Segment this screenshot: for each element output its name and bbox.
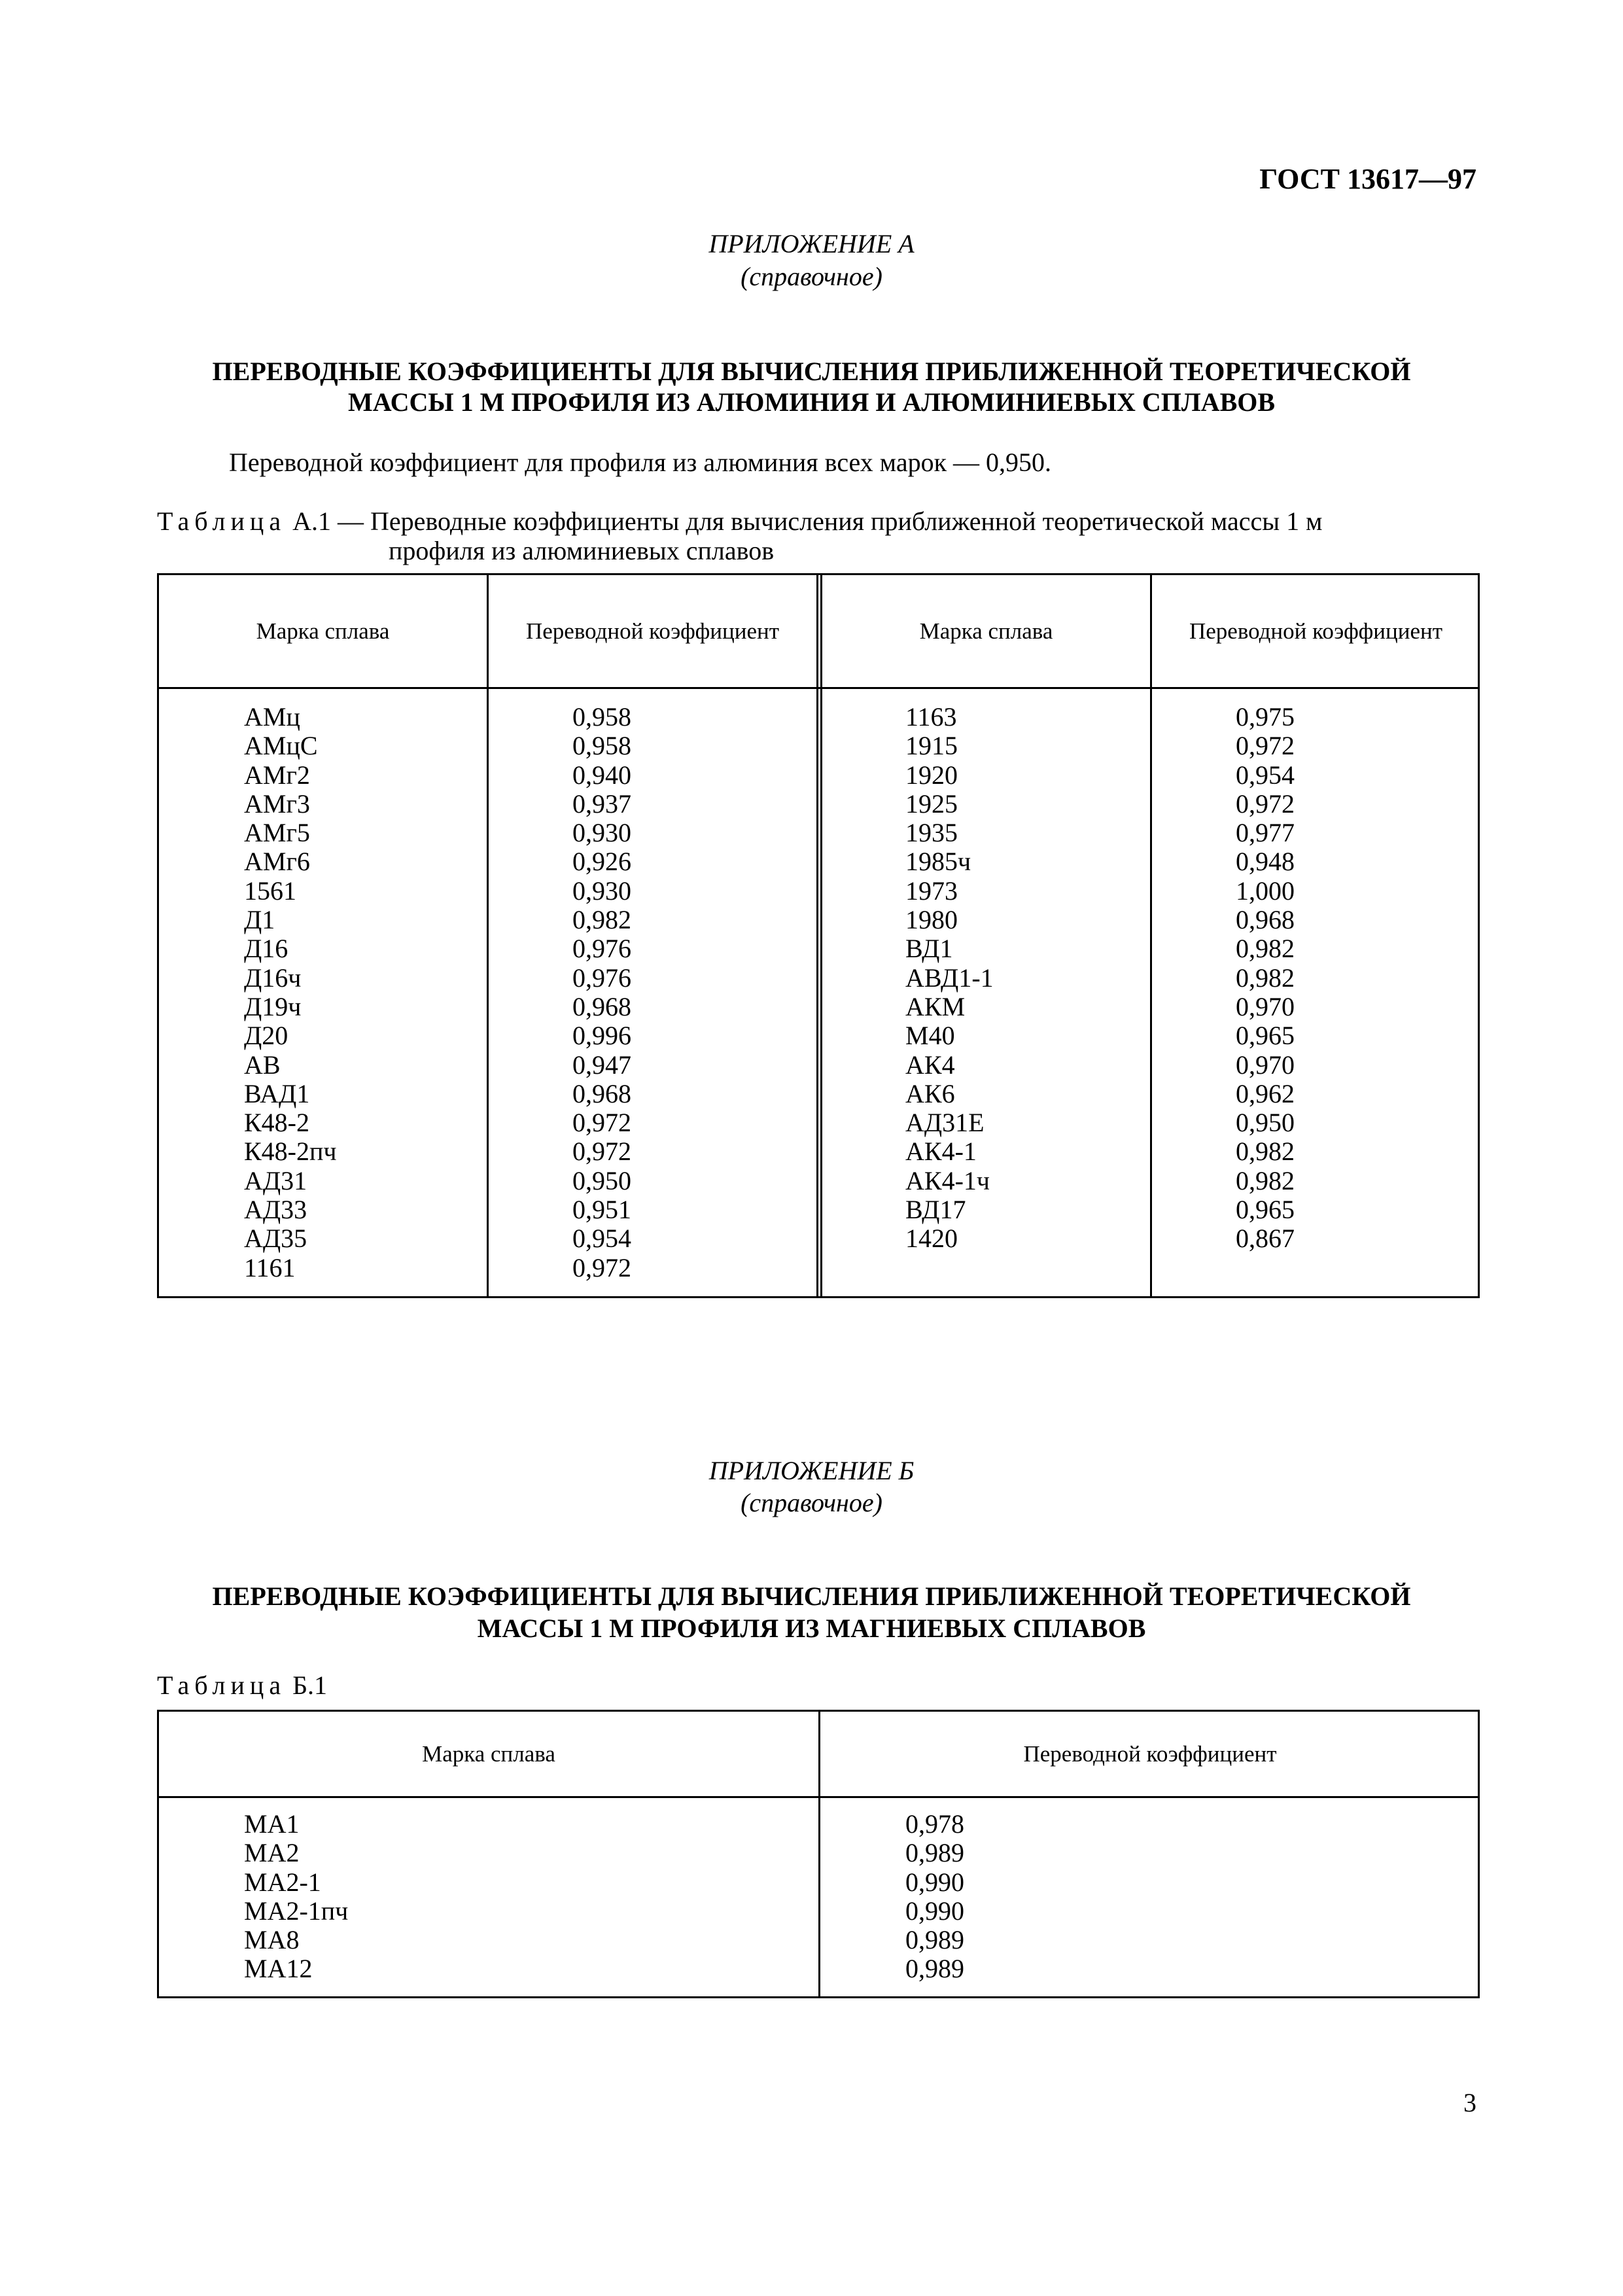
table-b1-coeff-cell: 0,989 [905,1925,964,1955]
table-a1-coeff-cell: 0,982 [1236,1137,1295,1167]
table-a1-header-grade-left: Марка сплава [256,618,390,644]
appendix-b-title-line2: МАССЫ 1 М ПРОФИЛЯ ИЗ МАГНИЕВЫХ СПЛАВОВ [477,1614,1146,1643]
table-a1-label: Таблица [157,506,287,536]
table-b1-grade-cell: МА2-1пч [244,1896,349,1926]
table-a1-coeff-cell: 0,968 [572,1078,631,1108]
table-a1-grade-cell: 1980 [905,905,958,935]
table-b1-grade-cell: МА2 [244,1838,300,1868]
table-b1-number: Б.1 [292,1670,328,1700]
table-a1-coeff-cell: 0,982 [1236,1165,1295,1195]
table-b1-coeff-cell: 0,978 [905,1809,964,1839]
table-a1-coeff-cell: 0,982 [1236,934,1295,964]
table-b1-coeff-cell: 0,989 [905,1954,964,1984]
table-a1-coeff-cell: 0,968 [572,991,631,1021]
table-b1-grade-cell: МА8 [244,1925,300,1955]
table-b1-header-grade: Марка сплава [422,1740,555,1767]
table-a1-coeff-cell: 0,948 [1236,847,1295,877]
table-a1-coeff-cell: 0,976 [572,934,631,964]
table-a1-grade-cell: АВ [244,1050,281,1080]
table-b1-grade-cell: МА2-1 [244,1867,321,1897]
table-a1-caption [157,507,1322,536]
table-a1-coeff-cell: 0,982 [572,905,631,935]
table-a1-grade-cell: 1985ч [905,847,971,877]
table-a1-grade-cell: АКМ [905,991,966,1021]
table-a1-coeffs-right [1236,703,1295,1254]
table-a1-coeff-cell: 0,930 [572,818,631,848]
table-a1-grade-cell: 1935 [905,818,958,848]
appendix-a-title-line1: ПЕРЕВОДНЫЕ КОЭФФИЦИЕНТЫ ДЛЯ ВЫЧИСЛЕНИЯ ПРИБЛИЖЕННОЙ ТЕОРЕТИЧЕСКОЙ [212,357,1411,386]
table-a1-grade-cell: Д16ч [244,963,302,993]
table-a1-grade-cell: К48-2 [244,1108,309,1138]
table-a1-coeff-cell: 0,970 [1236,1050,1295,1080]
table-a1-grade-cell: К48-2пч [244,1137,337,1167]
table-a1-grade-cell: АК4-1 [905,1137,977,1167]
table-b1-header-coeff: Переводной коэффициент [1023,1740,1277,1767]
table-b1-caption [157,1671,327,1700]
table-a1-grade-cell: АМг3 [244,788,310,819]
table-a1-coeff-cell: 0,977 [1236,818,1295,848]
table-a1-grade-cell: АД33 [244,1195,307,1225]
table-a1-grade-cell: АК4-1ч [905,1165,990,1195]
table-a1-coeff-cell: 0,950 [1236,1108,1295,1138]
table-a1-coeff-cell: 0,958 [572,731,631,761]
table-a1-grade-cell: 1920 [905,760,958,790]
table-b1 [157,1710,1480,1998]
table-a1-coeff-cell: 0,976 [572,963,631,993]
appendix-b-label: ПРИЛОЖЕНИЕ Б [708,1456,915,1485]
table-a1-grade-cell: 1561 [244,875,296,906]
appendix-a-label: ПРИЛОЖЕНИЕ А [708,229,915,258]
table-a1-grade-cell: ВД17 [905,1195,966,1225]
table-b1-coeff-cell: 0,990 [905,1896,964,1926]
table-a1-coeff-cell: 0,972 [572,1252,631,1282]
table-a1-coeff-cell: 0,947 [572,1050,631,1080]
table-a1-grade-cell: Д20 [244,1021,288,1051]
table-b1-label: Таблица [157,1670,287,1700]
table-a1-coeff-cell: 0,972 [1236,731,1295,761]
table-a1-grade-cell: 1420 [905,1224,958,1254]
table-a1-coeff-cell: 0,951 [572,1195,631,1225]
table-a1-grade-cell: 1925 [905,788,958,819]
table-a1-coeff-cell: 0,975 [1236,702,1295,732]
table-a1-grade-cell: АД31 [244,1165,307,1195]
table-a1-coeff-cell: 0,940 [572,760,631,790]
table-b1-grade-cell: МА12 [244,1954,313,1984]
table-a1-grade-cell: Д16 [244,934,288,964]
table-a1-grade-cell: 1915 [905,731,958,761]
document-code: ГОСТ 13617—97 [1259,163,1476,195]
page-number: 3 [1463,2088,1476,2117]
table-a1-coeff-cell: 0,954 [572,1224,631,1254]
table-a1-coeff-cell: 0,970 [1236,991,1295,1021]
table-b1-coeff-cell: 0,990 [905,1867,964,1897]
table-a1-grades-left [244,703,337,1282]
table-a1-grade-cell: АМцС [244,731,318,761]
table-a1-header-grade-right: Марка сплава [919,618,1053,644]
table-a1-grade-cell: АМг5 [244,818,310,848]
table-a1-grade-cell: М40 [905,1021,955,1051]
table-a1-coeff-cell: 0,996 [572,1021,631,1051]
table-a1-grade-cell: АД31Е [905,1108,985,1138]
table-a1-grade-cell: ВД1 [905,934,953,964]
table-a1-header-coeff-left: Переводной коэффициент [525,618,780,644]
table-a1-coeff-cell: 0,930 [572,875,631,906]
table-a1-grade-cell: 1973 [905,875,958,906]
table-a1-grade-cell: АМг2 [244,760,310,790]
appendix-a-title-line2: МАССЫ 1 М ПРОФИЛЯ ИЗ АЛЮМИНИЯ И АЛЮМИНИЕВЫХ СПЛАВОВ [347,387,1276,417]
appendix-b-title-line1: ПЕРЕВОДНЫЕ КОЭФФИЦИЕНТЫ ДЛЯ ВЫЧИСЛЕНИЯ ПРИБЛИЖЕННОЙ ТЕОРЕТИЧЕСКОЙ [212,1581,1411,1611]
table-a1-grade-cell: 1163 [905,702,957,732]
table-a1-coeff-cell: 0,972 [572,1108,631,1138]
table-a1-coeff-cell: 0,958 [572,702,631,732]
table-a1-header-coeff-right: Переводной коэффициент [1189,618,1443,644]
table-b1-coeffs [905,1810,964,1984]
table-a1-grades-right [905,703,994,1254]
table-a1-coeff-cell: 0,926 [572,847,631,877]
table-a1-coeff-cell: 0,867 [1236,1224,1295,1254]
table-a1 [157,573,1480,1298]
table-a1-coeff-cell: 0,972 [1236,788,1295,819]
table-b1-grades [244,1810,348,1984]
table-b1-coeff-cell: 0,989 [905,1838,964,1868]
table-a1-coeff-cell: 0,962 [1236,1078,1295,1108]
appendix-a-type: (справочное) [741,262,882,291]
appendix-b-type: (справочное) [741,1488,882,1517]
table-a1-coeff-cell: 0,968 [1236,905,1295,935]
table-a1-coeff-cell: 0,954 [1236,760,1295,790]
appendix-a-paragraph: Переводной коэффициент для профиля из алюминия всех марок — 0,950. [229,448,1052,477]
table-a1-coeff-cell: 0,950 [572,1165,631,1195]
table-a1-grade-cell: АВД1-1 [905,963,994,993]
table-a1-coeffs-left [572,703,631,1282]
table-a1-coeff-cell: 1,000 [1236,875,1295,906]
table-a1-coeff-cell: 0,982 [1236,963,1295,993]
table-a1-grade-cell: АД35 [244,1224,307,1254]
table-a1-caption-line1: А.1 — Переводные коэффициенты для вычисления приближенной теоретической массы 1 м [292,506,1323,536]
table-a1-grade-cell: АК6 [905,1078,955,1108]
table-a1-grade-cell: АМц [244,702,300,732]
table-a1-coeff-cell: 0,972 [572,1137,631,1167]
table-a1-grade-cell: Д19ч [244,991,302,1021]
table-a1-grade-cell: АК4 [905,1050,955,1080]
table-a1-coeff-cell: 0,937 [572,788,631,819]
table-a1-coeff-cell: 0,965 [1236,1195,1295,1225]
table-a1-grade-cell: АМг6 [244,847,310,877]
table-a1-grade-cell: 1161 [244,1252,296,1282]
table-b1-grade-cell: МА1 [244,1809,300,1839]
table-a1-grade-cell: ВАД1 [244,1078,310,1108]
table-a1-caption-line2: профиля из алюминиевых сплавов [389,536,775,565]
table-a1-coeff-cell: 0,965 [1236,1021,1295,1051]
table-a1-grade-cell: Д1 [244,905,275,935]
